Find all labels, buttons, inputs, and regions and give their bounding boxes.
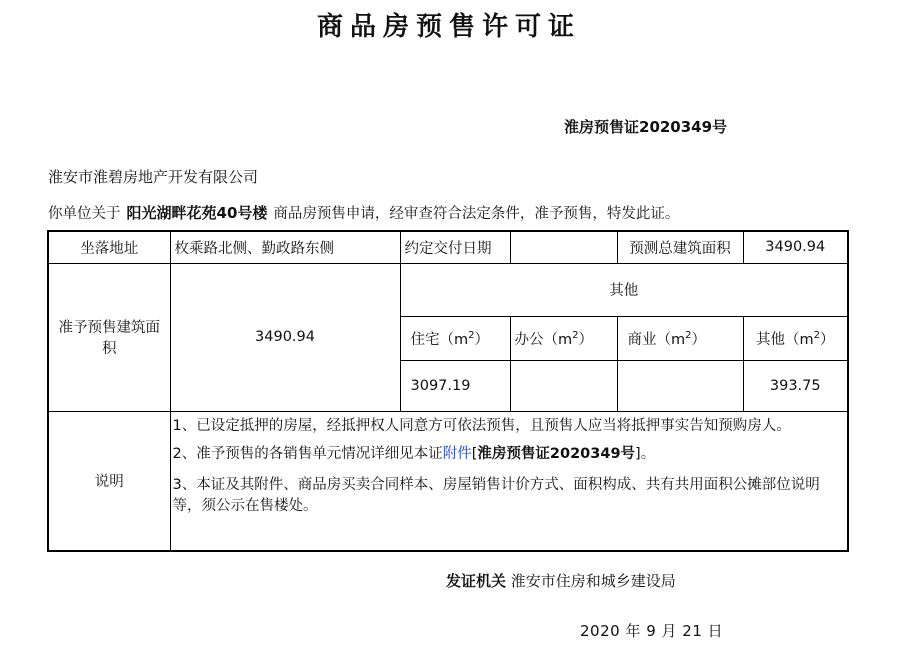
other-header: 其他	[400, 263, 848, 316]
approved-area-value: 3490.94	[170, 263, 400, 411]
project-name: 阳光湖畔花苑40号楼	[126, 204, 268, 222]
attachment-link[interactable]: 附件	[442, 445, 472, 462]
total-area-label: 预测总建筑面积	[617, 231, 743, 263]
intro-suffix: 商品房预售申请，经审查符合法定条件，准予预售，特发此证。	[273, 206, 680, 222]
permit-table	[47, 230, 849, 552]
total-area-value: 3490.94	[743, 231, 848, 263]
company-name: 淮安市淮碧房地产开发有限公司	[48, 168, 259, 186]
col-commercial: 商业$(m^2)$	[617, 316, 743, 360]
note-2: 2、准予预售的各销售单元情况详细见本证附件[淮房预售证2020349号]。	[172, 445, 656, 462]
certificate-number: 淮房预售证2020349号	[564, 118, 728, 136]
approved-area-label: 准予预售建筑面积	[48, 263, 170, 411]
location-label: 坐落地址	[48, 231, 170, 263]
value-residential: 3097.19	[400, 360, 510, 411]
notes-content	[170, 411, 848, 551]
note-3: 3、本证及其附件、商品房买卖合同样本、房屋销售计价方式、面积构成、共有共用面积公摊部位说明等，须公示在售楼处。	[172, 476, 820, 514]
value-other: 393.75	[743, 360, 848, 411]
intro-prefix: 你单位关于	[48, 206, 121, 222]
delivery-date-label: 约定交付日期	[400, 231, 510, 263]
value-commercial	[617, 360, 743, 411]
issuer-label: 发证机关	[446, 572, 507, 590]
issuer	[446, 570, 676, 591]
note-cert-number: 淮房预售证2020349号	[477, 445, 636, 462]
col-office: 办公$(m^2)$	[510, 316, 617, 360]
col-residential: 住宅$(m^2)$	[400, 316, 510, 360]
col-other: 其他$(m^2)$	[743, 316, 848, 360]
document-title: 商品房预售许可证	[316, 12, 581, 42]
value-office	[510, 360, 617, 411]
issuer-value: 淮安市住房和城乡建设局	[510, 572, 676, 590]
notes-label: 说明	[48, 411, 170, 551]
intro-sentence	[48, 202, 679, 223]
delivery-date-value	[510, 231, 617, 263]
location-value: 枚乘路北侧、勤政路东侧	[170, 231, 400, 263]
issue-date: 2020 年 9 月 21 日	[580, 622, 724, 640]
note-1: 1、已设定抵押的房屋，经抵押权人同意方可依法预售，且预售人应当将抵押事实告知预购房人。	[172, 417, 791, 434]
